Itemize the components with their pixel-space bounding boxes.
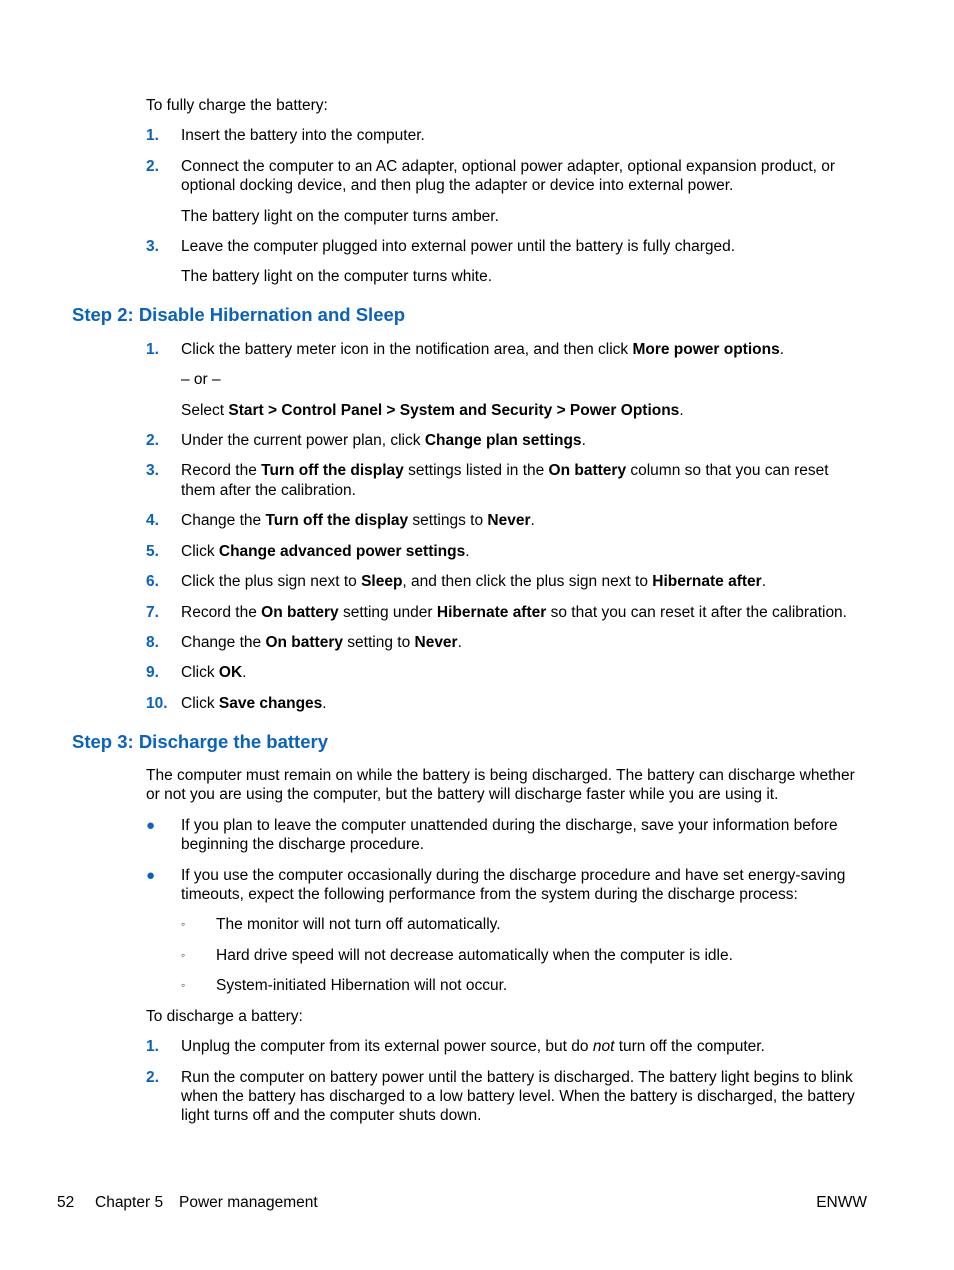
- bullet-text: If you plan to leave the computer unattended during the discharge, save your information before: [181, 817, 838, 834]
- step-number: 2.: [146, 158, 159, 175]
- step-text: Record the On battery setting under Hibernate after so that you can reset it after the calibration.: [181, 604, 847, 621]
- sub-bullet-text: System-initiated Hibernation will not occur.: [216, 977, 508, 994]
- bullet-text: timeouts, expect the following performance from the system during the discharge process:: [181, 886, 798, 903]
- footer-right: ENWW: [816, 1194, 867, 1211]
- step-number: 5.: [146, 543, 159, 560]
- bullet-text: If you use the computer occasionally during the discharge procedure and have set energy-saving: [181, 867, 846, 884]
- step-text: them after the calibration.: [181, 482, 356, 499]
- step-number: 3.: [146, 462, 159, 479]
- step-text: light turns off and the computer shuts down.: [181, 1107, 482, 1124]
- bullet-icon: ●: [146, 817, 156, 834]
- step-text: Change the Turn off the display settings to Never.: [181, 512, 535, 529]
- step-number: 3.: [146, 238, 159, 255]
- charge-intro: To fully charge the battery:: [146, 97, 328, 114]
- step-text: Change the On battery setting to Never.: [181, 634, 462, 651]
- step-text: Run the computer on battery power until the battery is discharged. The battery light begins to blink: [181, 1069, 853, 1086]
- sub-bullet-icon: ◦: [181, 978, 186, 992]
- step-note: The battery light on the computer turns amber.: [181, 208, 499, 225]
- step-text: Click Change advanced power settings.: [181, 543, 470, 560]
- discharge-intro: To discharge a battery:: [146, 1008, 303, 1025]
- step-text: Unplug the computer from its external power source, but do not turn off the computer.: [181, 1038, 765, 1055]
- step-number: 1.: [146, 1038, 159, 1055]
- step-number: 4.: [146, 512, 159, 529]
- paragraph-text: or not you are using the computer, but the battery will discharge faster while you are using it.: [146, 786, 779, 803]
- section-heading: Step 2: Disable Hibernation and Sleep: [72, 304, 406, 325]
- step-text: Click Save changes.: [181, 695, 327, 712]
- step-number: 9.: [146, 664, 159, 681]
- step-text: Select Start > Control Panel > System and Security > Power Options.: [181, 402, 684, 419]
- step-text: Connect the computer to an AC adapter, optional power adapter, optional expansion product, or: [181, 158, 836, 175]
- step-note: The battery light on the computer turns white.: [181, 268, 493, 285]
- footer-title: Power management: [179, 1194, 318, 1211]
- step-number: 2.: [146, 1069, 159, 1086]
- step-text: Insert the battery into the computer.: [181, 127, 425, 144]
- step-number: 1.: [146, 127, 159, 144]
- footer-chapter: Chapter 5: [95, 1194, 164, 1211]
- paragraph-text: The computer must remain on while the battery is being discharged. The battery can discharge whether: [146, 767, 855, 784]
- step-text: optional docking device, and then plug the adapter or device into external power.: [181, 177, 734, 194]
- sub-bullet-text: The monitor will not turn off automatically.: [216, 916, 501, 933]
- step-text: Click the plus sign next to Sleep, and then click the plus sign next to Hibernate after.: [181, 573, 767, 590]
- step-number: 6.: [146, 573, 159, 590]
- page-number: 52: [57, 1194, 75, 1211]
- sub-bullet-text: Hard drive speed will not decrease automatically when the computer is idle.: [216, 947, 733, 964]
- step-text: Click the battery meter icon in the notification area, and then click More power options.: [181, 341, 785, 358]
- step-text: Leave the computer plugged into external power until the battery is fully charged.: [181, 238, 736, 255]
- bullet-text: beginning the discharge procedure.: [181, 836, 425, 853]
- step-number: 7.: [146, 604, 159, 621]
- step-number: 1.: [146, 341, 159, 358]
- step-number: 8.: [146, 634, 159, 651]
- sub-bullet-icon: ◦: [181, 948, 186, 962]
- step-text: Click OK.: [181, 664, 247, 681]
- section-heading: Step 3: Discharge the battery: [72, 731, 328, 752]
- step-number: 2.: [146, 432, 159, 449]
- step-text: when the battery has discharged to a low battery level. When the battery is discharged, the battery: [181, 1088, 855, 1105]
- step-text: Record the Turn off the display settings listed in the On battery column so that you can reset: [181, 462, 829, 479]
- step-text: Under the current power plan, click Change plan settings.: [181, 432, 586, 449]
- sub-bullet-icon: ◦: [181, 917, 186, 931]
- step-number: 10.: [146, 695, 168, 712]
- bullet-icon: ●: [146, 867, 156, 884]
- or-separator: – or –: [181, 371, 221, 388]
